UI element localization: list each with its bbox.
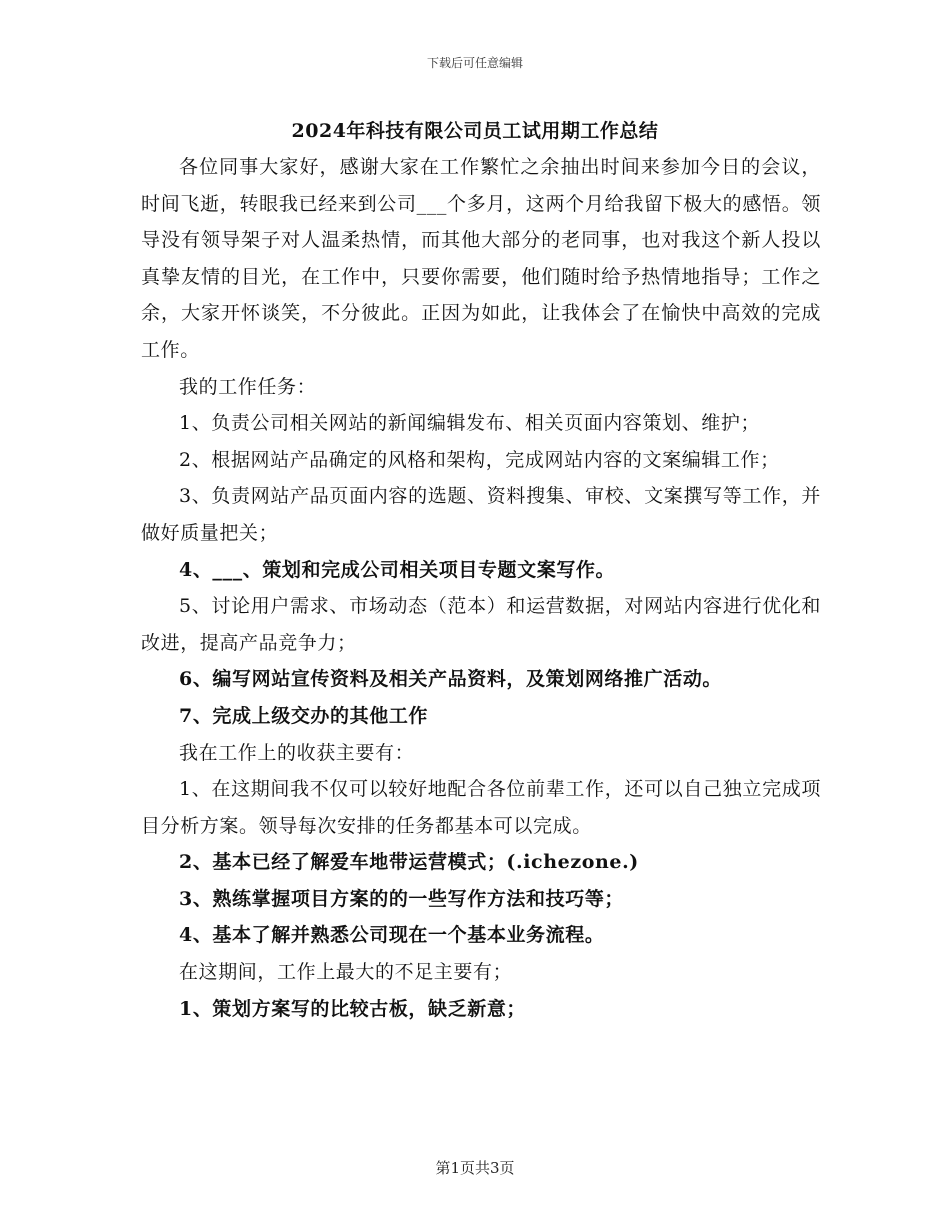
paragraph-intro: 各位同事大家好，感谢大家在工作繁忙之余抽出时间来参加今日的会议，时间飞逝，转眼我已经来到公司___个多月，这两个月给我留下极大的感悟。领导没有领导架子对人温柔热情，而其他大部分的老同事，也对我这个新人投以真挚友情的目光，在工作中，只要你需要，他们随时给予热情地指导；工作之余，大家开怀谈笑，不分彼此。正因为如此，让我体会了在愉快中高效的完成工作。 (141, 156, 821, 361)
paragraph-shortcomings-heading: 在这期间，工作上最大的不足主要有； (179, 961, 513, 984)
document-body (141, 149, 821, 1027)
paragraph-gains-heading: 我在工作上的收获主要有： (179, 741, 415, 764)
paragraph-tasks-heading: 我的工作任务： (179, 375, 317, 398)
paragraph-task-7: 7、完成上级交办的其他工作 (179, 704, 429, 727)
paragraph-gain-3: 3、熟练掌握项目方案的的一些写作方法和技巧等； (179, 887, 625, 910)
paragraph-gain-1: 1、在这期间我不仅可以较好地配合各位前辈工作，还可以自己独立完成项目分析方案。领导每次安排的任务都基本可以完成。 (141, 778, 821, 837)
paragraph-task-1: 1、负责公司相关网站的新闻编辑发布、相关页面内容策划、维护； (179, 412, 761, 435)
paragraph-task-2: 2、根据网站产品确定的风格和架构，完成网站内容的文案编辑工作； (179, 448, 780, 471)
page-header-note: 下载后可任意编辑 (426, 56, 523, 70)
page-footer-number: 第1页共3页 (435, 1159, 515, 1177)
document-title: 2024年科技有限公司员工试用期工作总结 (291, 120, 659, 142)
paragraph-task-6: 6、编写网站宣传资料及相关产品资料，及策划网络推广活动。 (179, 668, 723, 691)
paragraph-gain-4: 4、基本了解并熟悉公司现在一个基本业务流程。 (179, 924, 605, 947)
paragraph-task-5: 5、讨论用户需求、市场动态（范本）和运营数据，对网站内容进行优化和改进，提高产品竞争力； (141, 595, 821, 654)
paragraph-gain-2: 2、基本已经了解爱车地带运营模式；(.ichezone.) (179, 851, 639, 874)
paragraph-task-4: 4、___、策划和完成公司相关项目专题文案写作。 (179, 558, 616, 581)
paragraph-task-3: 3、负责网站产品页面内容的选题、资料搜集、审校、文案撰写等工作，并做好质量把关； (141, 485, 821, 544)
paragraph-shortcoming-1: 1、策划方案写的比较古板，缺乏新意； (179, 997, 527, 1020)
